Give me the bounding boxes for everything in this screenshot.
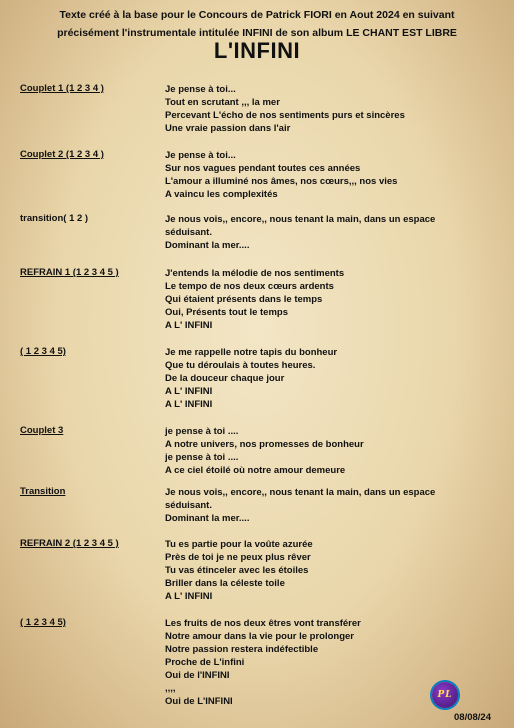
- section-label: ( 1 2 3 4 5): [20, 346, 66, 357]
- section-lyrics: [165, 213, 505, 252]
- lyric-line: J'entends la mélodie de nos sentiments: [165, 268, 345, 279]
- author-logo: [432, 682, 458, 708]
- section-lyrics: [165, 486, 505, 525]
- section-label: REFRAIN 1 (1 2 3 4 5 ): [20, 267, 119, 278]
- lyric-line: Les fruits de nos deux êtres vont transférer: [165, 618, 361, 629]
- song-title: L'INFINI: [213, 38, 301, 63]
- lyric-line: De la douceur chaque jour: [165, 373, 285, 384]
- section-label: Transition: [20, 486, 66, 497]
- lyric-line: A L' INFINI: [165, 386, 213, 397]
- lyric-line: Dominant la mer....: [165, 513, 250, 524]
- lyric-line: Notre passion restera indéfectible: [165, 644, 319, 655]
- lyric-line: Oui de L'INFINI: [165, 696, 233, 707]
- lyric-line: Proche de L'infini: [165, 657, 245, 668]
- section-lyrics: [165, 425, 505, 477]
- lyric-line: ,,,,: [165, 683, 176, 694]
- lyric-line: Briller dans la céleste toile: [165, 578, 285, 589]
- lyric-line: A notre univers, nos promesses de bonheur: [165, 439, 364, 450]
- lyric-line: séduisant.: [165, 227, 212, 238]
- lyric-line: A L' INFINI: [165, 591, 213, 602]
- lyric-line: Le tempo de nos deux cœurs ardents: [165, 281, 334, 292]
- lyric-line: Notre amour dans la vie pour le prolonger: [165, 631, 354, 642]
- lyric-line: A vaincu les complexités: [165, 189, 278, 200]
- lyric-line: Percevant L'écho de nos sentiments purs et sincères: [165, 110, 405, 121]
- date-stamp: 08/08/24: [454, 712, 491, 723]
- lyric-line: Dominant la mer....: [165, 240, 250, 251]
- lyric-line: Tu es partie pour la voûte azurée: [165, 539, 313, 550]
- lyric-line: Je pense à toi...: [165, 150, 236, 161]
- section-lyrics: [165, 538, 505, 603]
- section-label: Couplet 3: [20, 425, 64, 436]
- section-label: ( 1 2 3 4 5): [20, 617, 66, 628]
- lyric-line: Tu vas étinceler avec les étoiles: [165, 565, 309, 576]
- lyric-line: Que tu déroulais à toutes heures.: [165, 360, 316, 371]
- lyric-line: Qui étaient présents dans le temps: [165, 294, 323, 305]
- section-label: REFRAIN 2 (1 2 3 4 5 ): [20, 538, 119, 549]
- lyric-line: A L' INFINI: [165, 320, 213, 331]
- intro-text: [0, 6, 514, 42]
- lyric-line: séduisant.: [165, 500, 212, 511]
- intro-line-1: Texte créé à la base pour le Concours de Patrick FIORI en Aout 2024 en suivant: [59, 9, 455, 21]
- lyric-line: Sur nos vagues pendant toutes ces années: [165, 163, 361, 174]
- lyric-line: A ce ciel étoilé où notre amour demeure: [165, 465, 346, 476]
- lyric-line: Oui, Présents tout le temps: [165, 307, 288, 318]
- lyric-line: Près de toi je ne peux plus rêver: [165, 552, 311, 563]
- intro-line-2: précisément l'instrumentale intitulée INFINI de son album LE CHANT EST LIBRE: [57, 27, 457, 39]
- section-lyrics: [165, 83, 505, 135]
- lyric-line: A L' INFINI: [165, 399, 213, 410]
- section-label: transition( 1 2 ): [20, 213, 89, 224]
- lyric-line: Je nous vois,, encore,, nous tenant la main, dans un espace: [165, 487, 436, 498]
- lyric-line: je pense à toi ....: [165, 426, 239, 437]
- section-lyrics: [165, 346, 505, 411]
- lyric-line: Oui de l'INFINI: [165, 670, 230, 681]
- lyric-line: Je me rappelle notre tapis du bonheur: [165, 347, 338, 358]
- lyric-line: Une vraie passion dans l'air: [165, 123, 291, 134]
- logo-initials: PL: [437, 690, 453, 700]
- section-label: Couplet 2 (1 2 3 4 ): [20, 149, 104, 160]
- lyric-line: L'amour a illuminé nos âmes, nos cœurs,,, nos vies: [165, 176, 398, 187]
- section-label: Couplet 1 (1 2 3 4 ): [20, 83, 104, 94]
- section-lyrics: [165, 149, 505, 201]
- lyric-line: Je pense à toi...: [165, 84, 236, 95]
- section-lyrics: [165, 267, 505, 332]
- lyric-line: Tout en scrutant ,,, la mer: [165, 97, 280, 108]
- lyric-line: Je nous vois,, encore,, nous tenant la main, dans un espace: [165, 214, 436, 225]
- lyric-line: je pense à toi ....: [165, 452, 239, 463]
